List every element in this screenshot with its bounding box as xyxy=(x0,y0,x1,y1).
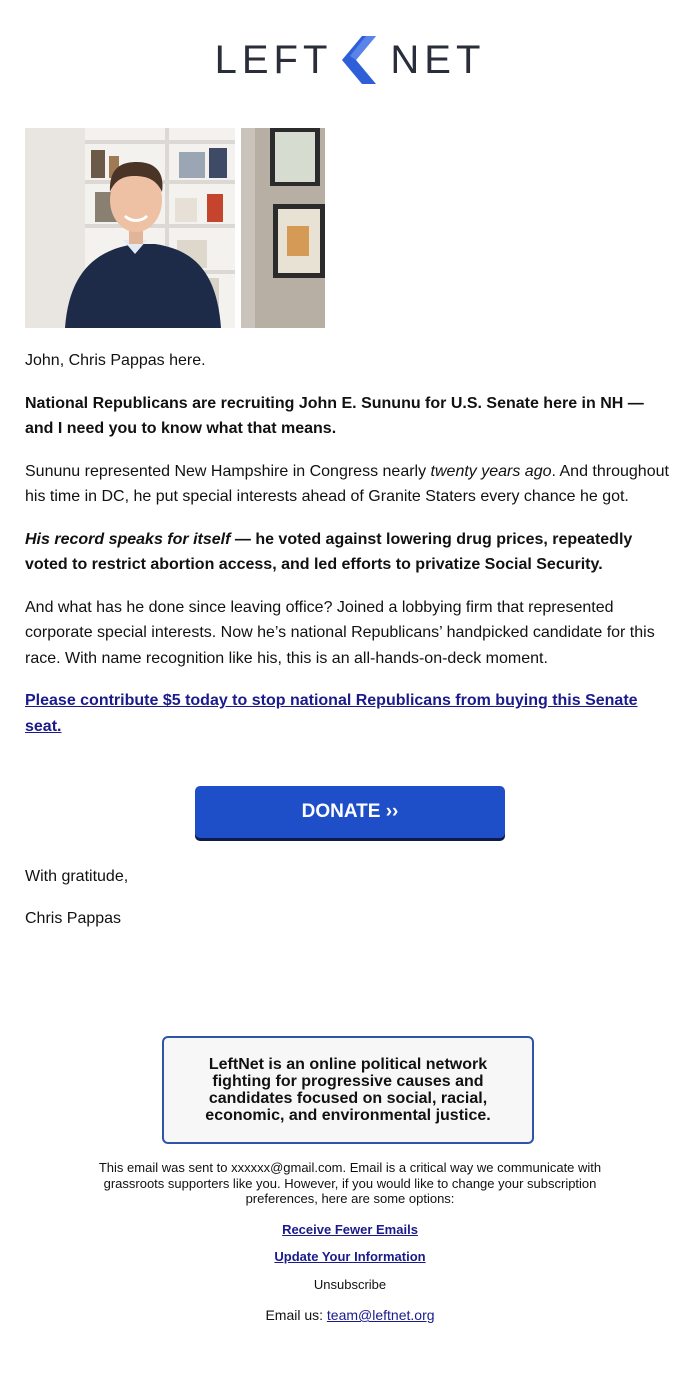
cta-paragraph xyxy=(25,688,675,739)
donate-wrapper xyxy=(0,786,700,838)
about-text: LeftNet is an online political network fighting for progressive causes and candidates focused on social, racial, economic, and environmental justice. xyxy=(205,1056,491,1124)
logo-left-text: LEFT xyxy=(214,38,333,82)
about-leftnet-box xyxy=(162,1036,534,1144)
unsubscribe-row xyxy=(0,1277,700,1292)
chevron-left-icon xyxy=(342,36,376,84)
greeting: John, Chris Pappas here. xyxy=(25,352,206,369)
signoff: With gratitude, xyxy=(25,868,129,885)
emphasis-text: His record speaks for itself xyxy=(25,530,231,548)
leftnet-logo[interactable] xyxy=(0,32,700,88)
contact-email-link[interactable]: team@leftnet.org xyxy=(326,1307,435,1323)
email-body xyxy=(25,128,675,739)
unsubscribe-link[interactable]: Unsubscribe xyxy=(313,1277,387,1292)
logo-right-text: NET xyxy=(390,38,486,82)
donate-button[interactable]: DONATE ›› xyxy=(195,786,505,838)
signature: Chris Pappas xyxy=(25,910,122,927)
subscription-notice: This email was sent to xxxxxx@gmail.com. Email is a critical way we communicate with grassroots supporters like you. However, if you would like to change your subscription preferences, here are some options: xyxy=(98,1160,602,1206)
paragraph-record xyxy=(25,527,675,578)
lead-paragraph: National Republicans are recruiting John E. Sununu for U.S. Senate here in NH — and I need you to know what that means. xyxy=(25,394,644,437)
fewer-emails-row xyxy=(0,1222,700,1237)
update-information-link[interactable]: Update Your Information xyxy=(274,1249,426,1264)
update-info-row xyxy=(0,1249,700,1264)
paragraph-text: Sununu represented New Hampshire in Congress nearly xyxy=(25,462,431,480)
email-us-label: Email us: xyxy=(265,1307,327,1323)
receive-fewer-emails-link[interactable]: Receive Fewer Emails xyxy=(282,1222,418,1237)
paragraph-text: — he voted against lowering drug prices, repeatedly voted to restrict abortion access, and led efforts to privatize Social Security. xyxy=(25,530,633,573)
paragraph-text: . And throughout his time in DC, he put special interests ahead of Granite Staters every chance he got. xyxy=(25,462,669,505)
candidate-photo xyxy=(25,128,325,328)
contact-row xyxy=(0,1307,700,1323)
emphasis-text: twenty years ago xyxy=(430,462,552,480)
paragraph-lobbying: And what has he done since leaving office? Joined a lobbying firm that represented corporate special interests. Now he’s national Republicans’ handpicked candidate for this race. With name recognition like his, this is an all-hands-on-deck moment. xyxy=(25,598,655,667)
paragraph-sununu-history xyxy=(25,459,675,510)
contribute-link[interactable]: Please contribute $5 today to stop national Republicans from buying this Senate seat. xyxy=(25,692,638,735)
